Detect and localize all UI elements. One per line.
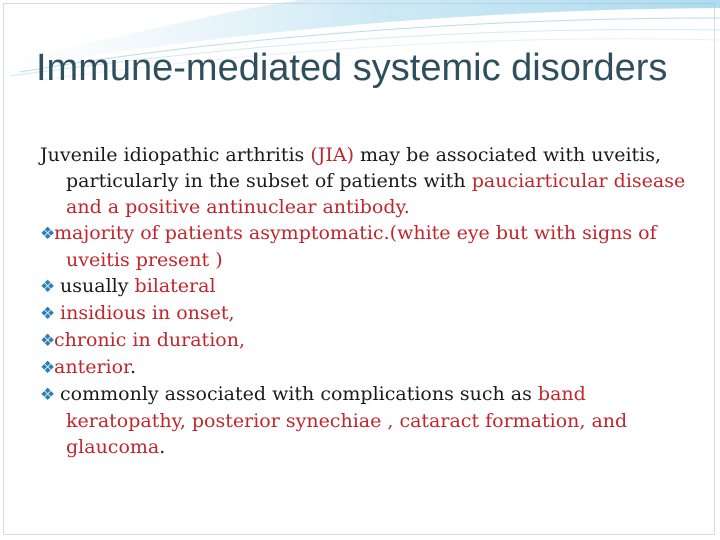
- bullet-item: ❖majority of patients asymptomatic.(white eye but with signs of uveitis present ): [40, 222, 657, 271]
- diamond-bullet-icon: ❖: [40, 277, 56, 297]
- bullet-item: ❖ insidious in onset,: [40, 300, 700, 327]
- diamond-bullet-icon: ❖: [40, 385, 56, 405]
- bullet-item: ❖ usually bilateral: [40, 273, 700, 300]
- intro-paragraph: Juvenile idiopathic arthritis (JIA) may be associated with uveitis, particularly in the subset of patients with pauciarticular disease and a positive antinuclear antibody.: [40, 144, 686, 218]
- diamond-bullet-icon: ❖: [40, 358, 56, 378]
- bullet-item: ❖ commonly associated with complications such as band keratopathy, posterior synechiae , cataract formation, and glaucoma.: [40, 383, 628, 458]
- slide-title: Immune-mediated systemic disorders: [36, 47, 668, 89]
- bullet-item: ❖chronic in duration,: [40, 327, 700, 354]
- bullet-item: ❖anterior.: [40, 354, 700, 381]
- diamond-bullet-icon: ❖: [40, 224, 56, 244]
- diamond-bullet-icon: ❖: [40, 304, 56, 324]
- slide-body: [40, 142, 700, 460]
- diamond-bullet-icon: ❖: [40, 331, 56, 351]
